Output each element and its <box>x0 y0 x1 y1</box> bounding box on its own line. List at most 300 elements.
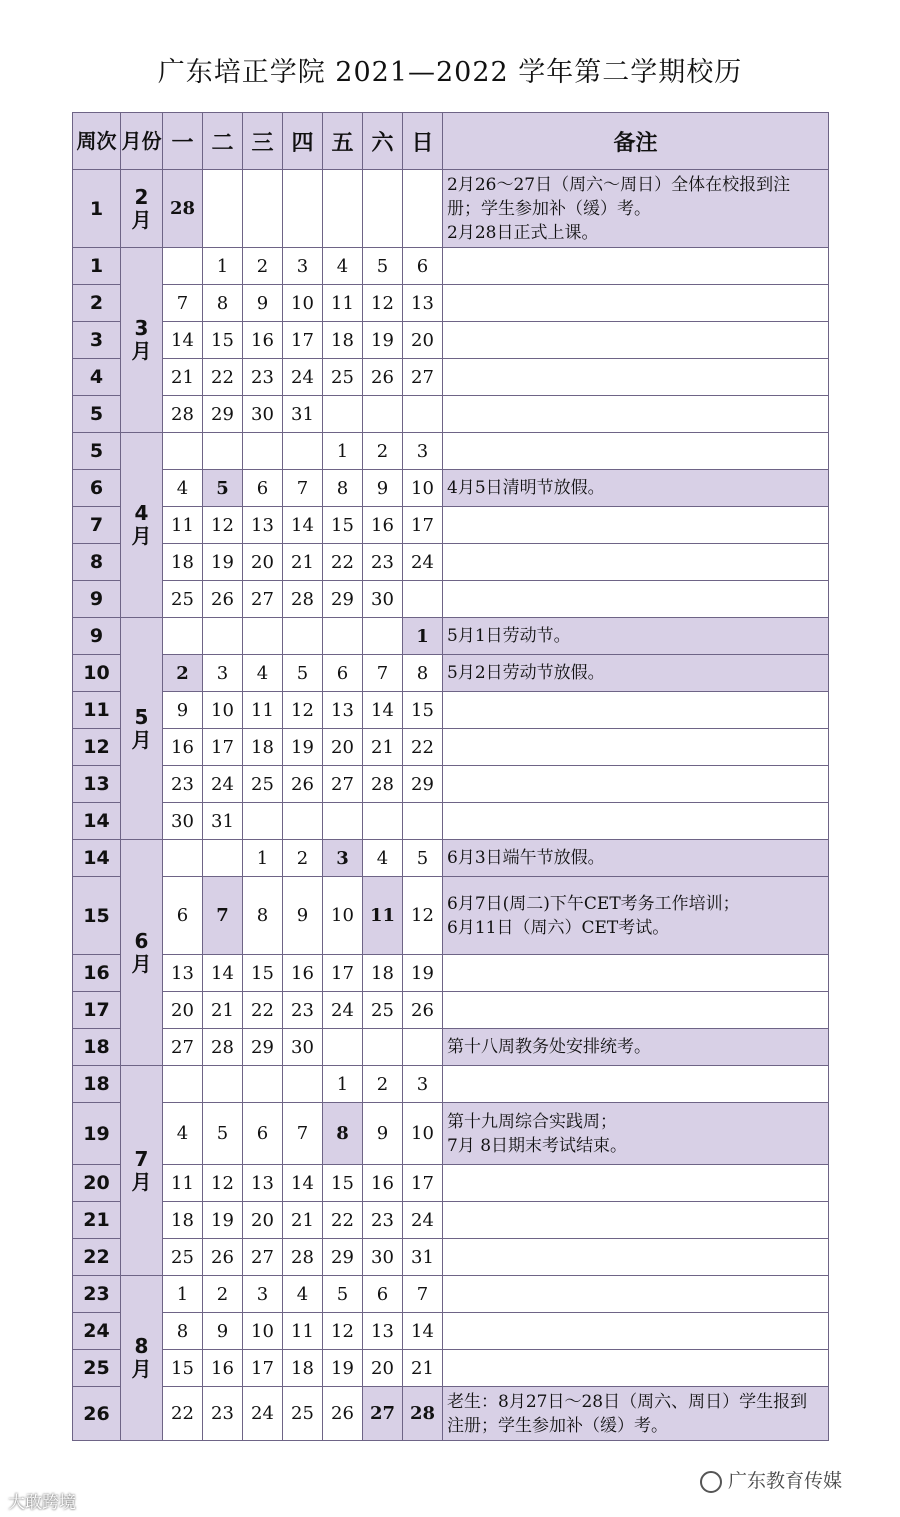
day-cell: 22 <box>323 544 363 581</box>
school-calendar-table <box>72 112 829 1441</box>
day-cell: 8 <box>203 285 243 322</box>
day-cell: 29 <box>243 1029 283 1066</box>
week-row <box>73 470 829 507</box>
day-cell: 18 <box>363 955 403 992</box>
week-number: 3 <box>73 322 121 359</box>
week-number: 7 <box>73 507 121 544</box>
page-title: 广东培正学院 2021—2022 学年第二学期校历 <box>157 57 743 88</box>
week-number: 10 <box>73 655 121 692</box>
day-cell <box>283 433 323 470</box>
day-cell: 13 <box>403 285 443 322</box>
note-header: 备注 <box>443 113 829 170</box>
note-cell <box>443 729 829 766</box>
day-header: 三 <box>243 113 283 170</box>
day-cell: 4 <box>363 840 403 877</box>
week-number: 16 <box>73 955 121 992</box>
day-cell: 10 <box>323 877 363 955</box>
month-label-text: 5月 <box>131 704 152 752</box>
week-row <box>73 1239 829 1276</box>
week-row <box>73 692 829 729</box>
week-row <box>73 396 829 433</box>
day-cell: 7 <box>203 877 243 955</box>
month-label-text: 4月 <box>131 501 152 548</box>
day-cell: 21 <box>203 992 243 1029</box>
day-cell: 2 <box>163 655 203 692</box>
day-cell: 9 <box>163 692 203 729</box>
day-cell: 5 <box>283 655 323 692</box>
day-cell <box>363 618 403 655</box>
day-cell: 13 <box>243 1165 283 1202</box>
day-cell: 26 <box>203 1239 243 1276</box>
day-cell: 4 <box>163 1103 203 1165</box>
day-cell: 20 <box>243 1202 283 1239</box>
day-cell: 28 <box>163 170 203 248</box>
watermark-left: 大敢跨境 <box>8 1493 76 1513</box>
day-cell: 11 <box>363 877 403 955</box>
month-label <box>121 618 163 840</box>
day-cell: 23 <box>163 766 203 803</box>
day-cell: 30 <box>363 1239 403 1276</box>
day-cell <box>243 433 283 470</box>
day-cell: 10 <box>403 470 443 507</box>
week-number: 15 <box>73 877 121 955</box>
day-cell: 9 <box>363 1103 403 1165</box>
month-label <box>121 170 163 248</box>
week-number: 20 <box>73 1165 121 1202</box>
day-cell: 25 <box>323 359 363 396</box>
day-cell: 16 <box>163 729 203 766</box>
day-cell: 14 <box>283 1165 323 1202</box>
day-cell: 24 <box>203 766 243 803</box>
day-cell: 27 <box>243 581 283 618</box>
day-cell: 7 <box>283 470 323 507</box>
day-cell: 6 <box>243 1103 283 1165</box>
month-label-text: 7月 <box>131 1146 152 1194</box>
note-cell <box>443 1313 829 1350</box>
day-header: 四 <box>283 113 323 170</box>
week-number: 14 <box>73 840 121 877</box>
week-number: 19 <box>73 1103 121 1165</box>
day-cell: 20 <box>363 1350 403 1387</box>
day-cell: 3 <box>203 655 243 692</box>
week-number: 5 <box>73 433 121 470</box>
week-number: 25 <box>73 1350 121 1387</box>
note-cell <box>443 544 829 581</box>
day-cell: 15 <box>323 1165 363 1202</box>
day-cell: 28 <box>163 396 203 433</box>
week-number: 11 <box>73 692 121 729</box>
day-cell: 15 <box>323 507 363 544</box>
week-row <box>73 840 829 877</box>
week-number: 9 <box>73 618 121 655</box>
day-cell <box>243 803 283 840</box>
day-cell: 16 <box>363 507 403 544</box>
day-cell <box>363 803 403 840</box>
day-cell <box>323 170 363 248</box>
day-cell: 31 <box>283 396 323 433</box>
week-row <box>73 1103 829 1165</box>
day-cell: 31 <box>403 1239 443 1276</box>
day-cell <box>163 248 203 285</box>
day-cell: 24 <box>283 359 323 396</box>
day-cell: 10 <box>203 692 243 729</box>
day-cell: 25 <box>163 1239 203 1276</box>
week-row <box>73 803 829 840</box>
note-cell <box>443 803 829 840</box>
day-cell: 7 <box>163 285 203 322</box>
day-cell: 27 <box>243 1239 283 1276</box>
day-cell: 27 <box>323 766 363 803</box>
day-cell: 1 <box>323 433 363 470</box>
day-header: 一 <box>163 113 203 170</box>
month-label-text: 8月 <box>131 1334 152 1381</box>
day-cell: 17 <box>203 729 243 766</box>
day-cell: 22 <box>163 1387 203 1441</box>
day-cell: 29 <box>203 396 243 433</box>
week-number: 18 <box>73 1066 121 1103</box>
day-cell: 8 <box>403 655 443 692</box>
day-cell <box>163 618 203 655</box>
day-cell: 7 <box>283 1103 323 1165</box>
day-cell: 20 <box>163 992 203 1029</box>
note-cell <box>443 248 829 285</box>
day-cell: 20 <box>323 729 363 766</box>
day-cell <box>283 1066 323 1103</box>
note-cell <box>443 581 829 618</box>
day-cell: 15 <box>163 1350 203 1387</box>
day-cell: 4 <box>243 655 283 692</box>
week-row <box>73 618 829 655</box>
day-cell: 21 <box>283 544 323 581</box>
day-cell: 22 <box>323 1202 363 1239</box>
day-cell: 17 <box>403 1165 443 1202</box>
day-cell: 21 <box>283 1202 323 1239</box>
day-cell: 22 <box>403 729 443 766</box>
day-cell: 6 <box>243 470 283 507</box>
day-cell <box>363 396 403 433</box>
week-number: 24 <box>73 1313 121 1350</box>
day-cell: 13 <box>363 1313 403 1350</box>
day-cell: 25 <box>283 1387 323 1441</box>
day-cell: 8 <box>243 877 283 955</box>
day-cell: 26 <box>403 992 443 1029</box>
month-label <box>121 1066 163 1276</box>
day-cell: 18 <box>243 729 283 766</box>
day-cell: 25 <box>363 992 403 1029</box>
day-cell: 23 <box>363 544 403 581</box>
day-cell: 7 <box>363 655 403 692</box>
day-cell: 23 <box>283 992 323 1029</box>
day-cell: 29 <box>323 1239 363 1276</box>
day-cell: 2 <box>243 248 283 285</box>
note-cell: 2月26～27日（周六～周日）全体在校报到注册；学生参加补（缓）考。 2月28日正式上课。 <box>443 170 829 248</box>
week-row <box>73 248 829 285</box>
day-cell: 30 <box>163 803 203 840</box>
note-cell <box>443 692 829 729</box>
week-number: 21 <box>73 1202 121 1239</box>
day-cell: 1 <box>163 1276 203 1313</box>
day-cell: 4 <box>163 470 203 507</box>
day-cell: 3 <box>403 1066 443 1103</box>
day-cell <box>323 396 363 433</box>
week-row <box>73 544 829 581</box>
day-cell: 26 <box>363 359 403 396</box>
day-cell <box>203 618 243 655</box>
week-row <box>73 322 829 359</box>
day-cell: 1 <box>243 840 283 877</box>
day-cell: 11 <box>243 692 283 729</box>
day-cell: 10 <box>403 1103 443 1165</box>
day-cell <box>403 396 443 433</box>
day-cell: 12 <box>363 285 403 322</box>
day-cell: 12 <box>203 1165 243 1202</box>
month-label-text: 2月 <box>131 184 152 232</box>
week-row <box>73 1313 829 1350</box>
day-cell <box>203 840 243 877</box>
day-cell: 4 <box>283 1276 323 1313</box>
day-cell: 7 <box>403 1276 443 1313</box>
month-label <box>121 840 163 1066</box>
week-row <box>73 955 829 992</box>
day-cell <box>243 618 283 655</box>
day-cell: 19 <box>403 955 443 992</box>
week-row <box>73 1202 829 1239</box>
note-cell <box>443 322 829 359</box>
day-cell: 28 <box>403 1387 443 1441</box>
day-cell: 25 <box>243 766 283 803</box>
day-cell: 18 <box>283 1350 323 1387</box>
day-cell: 15 <box>243 955 283 992</box>
day-cell: 2 <box>283 840 323 877</box>
day-cell: 3 <box>243 1276 283 1313</box>
note-cell <box>443 955 829 992</box>
note-cell: 第十九周综合实践周； 7月 8日期末考试结束。 <box>443 1103 829 1165</box>
week-row <box>73 729 829 766</box>
day-cell: 16 <box>203 1350 243 1387</box>
day-cell <box>243 1066 283 1103</box>
day-cell: 18 <box>163 1202 203 1239</box>
day-cell: 5 <box>403 840 443 877</box>
day-cell: 15 <box>403 692 443 729</box>
day-cell: 19 <box>203 544 243 581</box>
day-cell: 26 <box>203 581 243 618</box>
week-number: 4 <box>73 359 121 396</box>
day-cell: 30 <box>363 581 403 618</box>
day-cell: 3 <box>283 248 323 285</box>
note-cell <box>443 285 829 322</box>
day-cell: 9 <box>283 877 323 955</box>
day-cell: 21 <box>163 359 203 396</box>
note-cell <box>443 992 829 1029</box>
day-header: 二 <box>203 113 243 170</box>
week-header: 周次 <box>73 113 121 170</box>
week-row <box>73 992 829 1029</box>
day-cell: 3 <box>323 840 363 877</box>
note-cell <box>443 1165 829 1202</box>
day-cell: 9 <box>243 285 283 322</box>
day-cell: 16 <box>363 1165 403 1202</box>
day-cell <box>283 618 323 655</box>
day-cell: 8 <box>323 1103 363 1165</box>
day-cell: 6 <box>163 877 203 955</box>
day-cell: 17 <box>283 322 323 359</box>
note-cell <box>443 433 829 470</box>
week-row <box>73 1165 829 1202</box>
day-cell: 28 <box>203 1029 243 1066</box>
day-cell <box>323 1029 363 1066</box>
note-cell <box>443 507 829 544</box>
day-cell <box>203 433 243 470</box>
day-cell: 1 <box>403 618 443 655</box>
day-cell: 17 <box>243 1350 283 1387</box>
note-cell: 6月7日(周二)下午CET考务工作培训； 6月11日（周六）CET考试。 <box>443 877 829 955</box>
week-number: 8 <box>73 544 121 581</box>
day-cell: 15 <box>203 322 243 359</box>
day-header: 六 <box>363 113 403 170</box>
week-row <box>73 507 829 544</box>
week-row <box>73 285 829 322</box>
day-cell: 17 <box>403 507 443 544</box>
day-header: 日 <box>403 113 443 170</box>
week-number: 9 <box>73 581 121 618</box>
day-cell: 23 <box>203 1387 243 1441</box>
day-cell <box>243 170 283 248</box>
day-cell: 12 <box>403 877 443 955</box>
week-row <box>73 1350 829 1387</box>
day-cell: 14 <box>203 955 243 992</box>
day-cell: 5 <box>203 1103 243 1165</box>
day-cell: 16 <box>283 955 323 992</box>
watermark-right <box>700 1466 842 1493</box>
day-cell: 28 <box>283 1239 323 1276</box>
day-cell: 20 <box>243 544 283 581</box>
day-cell: 31 <box>203 803 243 840</box>
week-number: 23 <box>73 1276 121 1313</box>
week-number: 13 <box>73 766 121 803</box>
day-cell: 11 <box>323 285 363 322</box>
day-cell: 1 <box>323 1066 363 1103</box>
day-cell: 19 <box>363 322 403 359</box>
day-cell: 11 <box>283 1313 323 1350</box>
day-cell: 9 <box>363 470 403 507</box>
day-cell <box>163 1066 203 1103</box>
day-cell: 21 <box>363 729 403 766</box>
day-cell: 27 <box>403 359 443 396</box>
day-cell <box>363 170 403 248</box>
day-cell: 24 <box>403 544 443 581</box>
day-cell: 2 <box>203 1276 243 1313</box>
day-cell: 12 <box>203 507 243 544</box>
day-cell: 30 <box>283 1029 323 1066</box>
note-cell: 4月5日清明节放假。 <box>443 470 829 507</box>
note-cell: 5月2日劳动节放假。 <box>443 655 829 692</box>
week-row <box>73 1387 829 1441</box>
day-cell: 2 <box>363 433 403 470</box>
day-cell: 11 <box>163 1165 203 1202</box>
day-cell: 4 <box>323 248 363 285</box>
day-cell <box>323 803 363 840</box>
note-cell: 老生：8月27日～28日（周六、周日）学生报到注册；学生参加补（缓）考。 <box>443 1387 829 1441</box>
day-cell: 18 <box>323 322 363 359</box>
week-number: 17 <box>73 992 121 1029</box>
day-cell: 23 <box>243 359 283 396</box>
day-cell: 5 <box>323 1276 363 1313</box>
month-label-text: 3月 <box>131 316 152 363</box>
day-cell: 20 <box>403 322 443 359</box>
day-cell: 27 <box>163 1029 203 1066</box>
day-cell: 8 <box>163 1313 203 1350</box>
week-row <box>73 877 829 955</box>
day-cell: 6 <box>363 1276 403 1313</box>
day-cell: 30 <box>243 396 283 433</box>
day-cell: 10 <box>283 285 323 322</box>
wechat-icon <box>700 1471 722 1493</box>
day-cell: 19 <box>203 1202 243 1239</box>
week-number: 18 <box>73 1029 121 1066</box>
day-cell: 22 <box>203 359 243 396</box>
day-cell <box>363 1029 403 1066</box>
month-header: 月份 <box>121 113 163 170</box>
week-row <box>73 433 829 470</box>
week-row <box>73 359 829 396</box>
note-cell <box>443 1239 829 1276</box>
day-cell: 27 <box>363 1387 403 1441</box>
day-cell: 14 <box>363 692 403 729</box>
day-cell: 28 <box>363 766 403 803</box>
month-label <box>121 248 163 433</box>
day-cell <box>283 803 323 840</box>
day-cell <box>163 840 203 877</box>
week-number: 14 <box>73 803 121 840</box>
day-cell <box>403 581 443 618</box>
day-cell: 1 <box>203 248 243 285</box>
week-number: 12 <box>73 729 121 766</box>
day-cell: 22 <box>243 992 283 1029</box>
note-cell <box>443 1202 829 1239</box>
day-cell: 28 <box>283 581 323 618</box>
note-cell <box>443 1066 829 1103</box>
day-cell <box>403 170 443 248</box>
day-cell: 10 <box>243 1313 283 1350</box>
note-cell: 第十八周教务处安排统考。 <box>443 1029 829 1066</box>
week-row <box>73 170 829 248</box>
day-cell: 11 <box>163 507 203 544</box>
day-cell: 16 <box>243 322 283 359</box>
day-cell <box>203 1066 243 1103</box>
day-cell: 29 <box>323 581 363 618</box>
day-cell: 13 <box>323 692 363 729</box>
day-cell: 9 <box>203 1313 243 1350</box>
day-cell: 5 <box>203 470 243 507</box>
week-number: 22 <box>73 1239 121 1276</box>
day-cell: 19 <box>323 1350 363 1387</box>
day-cell <box>403 1029 443 1066</box>
day-cell: 24 <box>403 1202 443 1239</box>
week-row <box>73 581 829 618</box>
day-cell: 5 <box>363 248 403 285</box>
day-header: 五 <box>323 113 363 170</box>
note-cell <box>443 359 829 396</box>
day-cell: 3 <box>403 433 443 470</box>
day-cell: 12 <box>283 692 323 729</box>
day-cell: 26 <box>323 1387 363 1441</box>
day-cell: 24 <box>323 992 363 1029</box>
day-cell <box>403 803 443 840</box>
day-cell: 14 <box>403 1313 443 1350</box>
day-cell: 18 <box>163 544 203 581</box>
day-cell: 17 <box>323 955 363 992</box>
day-cell: 6 <box>323 655 363 692</box>
